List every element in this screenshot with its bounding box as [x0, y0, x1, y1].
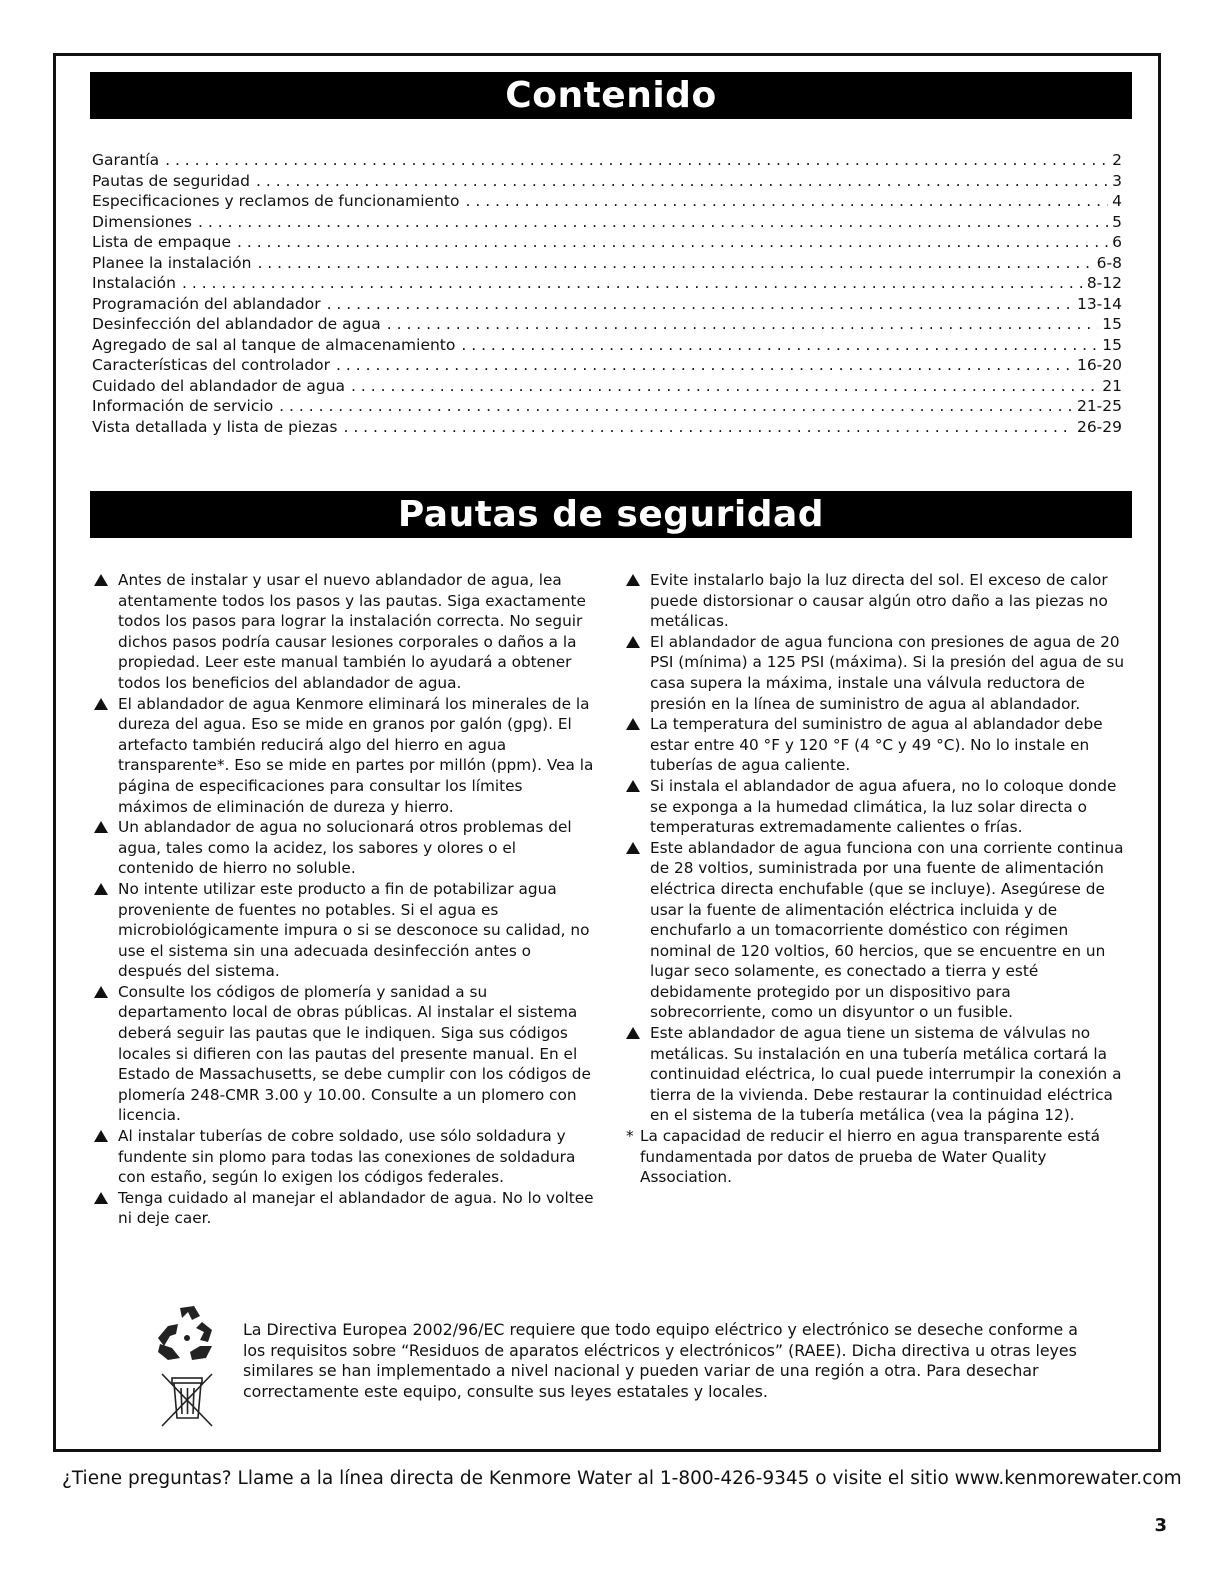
toc-page: 16-20 — [1076, 356, 1122, 374]
toc-page: 3 — [1112, 171, 1122, 190]
toc-entry[interactable] — [92, 356, 1122, 377]
page-number: 3 — [1154, 1515, 1167, 1536]
toc-entry[interactable] — [92, 233, 1122, 254]
table-of-contents — [92, 151, 1122, 438]
safety-item: Evite instalarlo bajo la luz directa del sol. El exceso de calor puede distorsionar o causar algún otro daño a las piezas no metálicas. — [626, 570, 1131, 632]
toc-entry[interactable] — [92, 418, 1122, 439]
toc-title: Planee la instalación — [92, 253, 252, 272]
safety-item: Antes de instalar y usar el nuevo ablandador de agua, lea atentamente todos los pasos y las pautas. Siga exactamente todos los pasos para lograr la instalación correcta. No seguir dichos pasos podría causar lesiones corporales o daños a la propiedad. Leer este manual también lo ayudará a obtener todos los beneficios del ablandador de agua. — [94, 570, 594, 694]
safety-heading: Pautas de seguridad — [90, 491, 1132, 538]
recycle-weee-icons — [150, 1302, 225, 1432]
toc-title: Desinfección del ablandador de agua — [92, 315, 381, 333]
recycle-icon — [158, 1306, 212, 1360]
toc-title: Vista detallada y lista de piezas — [92, 417, 338, 436]
toc-page: 4 — [1112, 192, 1122, 210]
warning-triangle-icon — [94, 574, 108, 586]
safety-item: Tenga cuidado al manejar el ablandador de agua. No lo voltee ni deje caer. — [94, 1188, 594, 1229]
toc-title: Información de servicio — [92, 397, 274, 415]
warning-triangle-icon — [94, 821, 108, 833]
toc-title: Garantía — [92, 151, 160, 169]
safety-item: Si instala el ablandador de agua afuera, no lo coloque donde se exponga a la humedad climática, la luz solar directa o temperaturas extremadamente calientes o frías. — [626, 776, 1131, 838]
warning-triangle-icon — [626, 1027, 640, 1039]
safety-item: Este ablandador de agua tiene un sistema de válvulas no metálicas. Su instalación en una tubería metálica cortará la continuidad eléctrica, lo cual puede interrumpir la conexión a tierra de la vivienda. Debe restaurar la continuidad eléctrica en el sistema de la tubería metálica (vea la página 12). — [626, 1023, 1131, 1126]
warning-triangle-icon — [94, 698, 108, 710]
warning-triangle-icon — [94, 1130, 108, 1142]
safety-list-left — [94, 570, 594, 1229]
warning-triangle-icon — [94, 986, 108, 998]
toc-page: 8-12 — [1086, 274, 1122, 292]
toc-title: Especificaciones y reclamos de funcionamiento — [92, 192, 460, 210]
toc-title: Características del controlador — [92, 356, 331, 374]
toc-page: 13-14 — [1076, 294, 1122, 313]
safety-item: Al instalar tuberías de cobre soldado, use sólo soldadura y fundente sin plomo para todas las conexiones de soldadura con estaño, según lo exigen los códigos federales. — [94, 1126, 594, 1188]
toc-title: Lista de empaque — [92, 233, 231, 251]
warning-triangle-icon — [626, 574, 640, 586]
warning-triangle-icon — [94, 1192, 108, 1204]
toc-page: 26-29 — [1076, 417, 1122, 436]
toc-entry[interactable] — [92, 377, 1122, 398]
toc-entry[interactable] — [92, 254, 1122, 275]
toc-entry[interactable] — [92, 192, 1122, 213]
warning-triangle-icon — [626, 718, 640, 730]
warning-triangle-icon — [626, 636, 640, 648]
warning-triangle-icon — [94, 883, 108, 895]
footnote-mark: * — [626, 1127, 634, 1146]
toc-entry[interactable] — [92, 336, 1122, 357]
toc-entry[interactable] — [92, 397, 1122, 418]
safety-list-right — [626, 570, 1131, 1188]
toc-entry[interactable] — [92, 172, 1122, 193]
safety-item: Un ablandador de agua no solucionará otros problemas del agua, tales como la acidez, los sabores y olores o el contenido de hierro no soluble. — [94, 817, 594, 879]
toc-entry[interactable] — [92, 315, 1122, 336]
toc-title: Programación del ablandador — [92, 294, 321, 313]
toc-title: Agregado de sal al tanque de almacenamiento — [92, 335, 456, 354]
safety-item: Este ablandador de agua funciona con una corriente continua de 28 voltios, suministrada por una fuente de alimentación eléctrica directa enchufable (que se incluye). Asegúrese de usar la fuente de alimentación eléctrica incluida y de enchufarlo a un tomacorriente doméstico con régimen nominal de 120 voltios, 60 hercios, que se encuentre en un lugar seco solamente, es conectado a tierra y esté debidamente protegido por un dispositivo para sobrecorriente, como un disyuntor o un fusible. — [626, 838, 1131, 1023]
toc-title: Dimensiones — [92, 212, 193, 231]
toc-page: 21 — [1102, 376, 1122, 395]
toc-page: 21-25 — [1076, 397, 1122, 415]
toc-title: Instalación — [92, 274, 176, 292]
crossed-bin-icon — [162, 1374, 212, 1426]
safety-item: No intente utilizar este producto a fin de potabilizar agua proveniente de fuentes no potables. Si el agua es microbiológicamente impura o si se desconoce su calidad, no use el sistema sin una adecuada desinfección antes o después del sistema. — [94, 879, 594, 982]
weee-directive-text: La Directiva Europea 2002/96/EC requiere que todo equipo eléctrico y electrónico se deseche conforme a los requisitos sobre “Residuos de aparatos eléctricos y electrónicos” (RAEE). Dicha directiva u otras leyes similares se han implementado a nivel nacional y pueden variar de una región a otra. Para desechar correctamente este equipo, consulte sus leyes estatales y locales. — [243, 1320, 1078, 1401]
safety-item: La temperatura del suministro de agua al ablandador debe estar entre 40 °F y 120 °F (4 °C y 49 °C). No lo instale en tuberías de agua caliente. — [626, 714, 1131, 776]
toc-title: Pautas de seguridad — [92, 171, 250, 190]
toc-title: Cuidado del ablandador de agua — [92, 376, 346, 395]
toc-page: 5 — [1112, 212, 1122, 231]
safety-item: El ablandador de agua Kenmore eliminará los minerales de la dureza del agua. Eso se mide en granos por galón (gpg). El artefacto también reducirá algo del hierro en agua transparente*. Eso se mide en partes por millón (ppm). Vea la página de especificaciones para consultar los límites máximos de eliminación de dureza y hierro. — [94, 694, 594, 818]
toc-page: 15 — [1102, 315, 1122, 333]
footnote: * La capacidad de reducir el hierro en agua transparente está fundamentada por datos de prueba de Water Quality Association. — [626, 1127, 1101, 1187]
toc-page: 6 — [1112, 233, 1122, 251]
warning-triangle-icon — [626, 842, 640, 854]
safety-item: El ablandador de agua funciona con presiones de agua de 20 PSI (mínima) a 125 PSI (máxima). Si la presión del agua de su casa supera la máxima, instale una válvula reductora de presión en la línea de suministro de agua al ablandador. — [626, 632, 1131, 714]
toc-entry[interactable] — [92, 213, 1122, 234]
safety-item: Consulte los códigos de plomería y sanidad a su departamento local de obras públicas. Al instalar el sistema deberá seguir las pautas que le indiquen. Siga sus códigos locales si difieren con las pautas del presente manual. En el Estado de Massachusetts, se debe cumplir con los códigos de plomería 248-CMR 3.00 y 10.00. Consulte a un plomero con licencia. — [94, 982, 594, 1126]
toc-entry[interactable] — [92, 274, 1122, 295]
toc-entry[interactable] — [92, 151, 1122, 172]
toc-page: 6-8 — [1096, 253, 1122, 272]
footer-contact: ¿Tiene preguntas? Llame a la línea directa de Kenmore Water al 1-800-426-9345 o visite el sitio www.kenmorewater.com — [62, 1468, 1182, 1489]
toc-entry[interactable] — [92, 295, 1122, 316]
warning-triangle-icon — [626, 780, 640, 792]
toc-page: 2 — [1112, 151, 1122, 169]
contents-heading: Contenido — [90, 72, 1132, 119]
toc-page: 15 — [1102, 335, 1122, 354]
